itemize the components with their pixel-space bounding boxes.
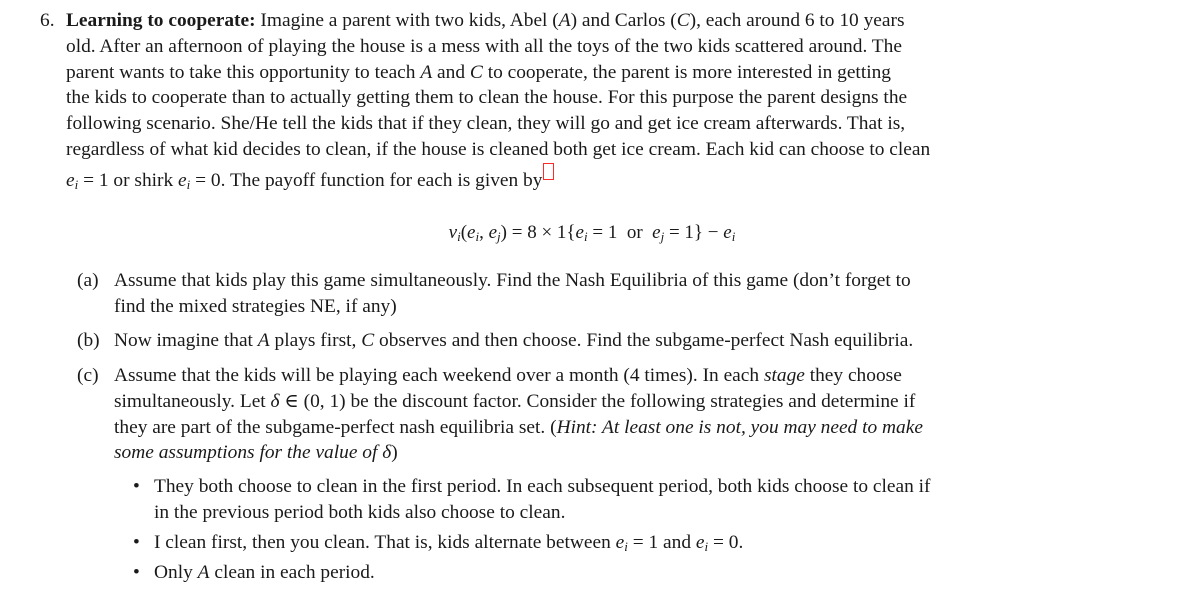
statement-line-5: following scenario. She/He tell the kids that if they clean, they will go and get ice cream afterwards. That is, <box>66 113 906 135</box>
problem-title: Learning to cooperate: <box>66 10 256 31</box>
part-c-line-1: Assume that the kids will be playing each weekend over a month (4 times). In each stage they choose <box>114 365 902 386</box>
part-c-line-4: some assumptions for the value of δ) <box>114 442 398 464</box>
bullet-1-line-2: in the previous period both kids also choose to clean. <box>154 501 566 523</box>
bullet-dot-icon: • <box>133 476 140 497</box>
part-a-label: (a) <box>77 270 99 291</box>
statement-line-6: regardless of what kid decides to clean, if the house is cleaned both get ice cream. Each kid can choose to clean <box>66 138 931 160</box>
strategy-bullet-3 <box>133 560 1118 586</box>
statement-text-7: $e_i = 1$ or shirk $e_i = 0$. The payoff function for each is given by <box>66 169 543 192</box>
statement-line-1 <box>66 8 1115 34</box>
bullet-dot-icon: • <box>133 532 140 553</box>
part-a-line-1: Assume that kids play this game simultaneously. Find the Nash Equilibria of this game (don’t forget to <box>114 270 911 291</box>
statement-line-2: old. After an afternoon of playing the house is a mess with all the toys of the two kids scattered around. The <box>66 35 902 57</box>
part-c-label: (c) <box>77 365 99 386</box>
strategy-bullet-2 <box>133 530 1118 556</box>
part-b-label: (b) <box>77 330 100 351</box>
part-a <box>77 268 1117 320</box>
statement-line-7 <box>66 163 1115 194</box>
part-c-line-3: they are part of the subgame-perfect nash equilibria set. (Hint: At least one is not, you may need to make <box>114 416 923 438</box>
bullet-3-line-1: Only A clean in each period. <box>154 562 375 583</box>
problem-6 <box>40 8 1115 194</box>
statement-line-3: parent wants to take this opportunity to teach A and C to cooperate, the parent is more interested in getting <box>66 61 891 83</box>
footnote-marker[interactable] <box>543 163 554 180</box>
bullet-1-line-1: They both choose to clean in the first period. In each subsequent period, both kids choose to clean if <box>154 476 931 497</box>
part-b <box>77 328 1117 354</box>
bullet-dot-icon: • <box>133 562 140 583</box>
problem-statement <box>66 8 1115 194</box>
bullet-2-line-1: I clean first, then you clean. That is, kids alternate between $e_i = 1$ and $e_i = 0$. <box>154 532 744 554</box>
strategy-bullet-1 <box>133 474 1118 526</box>
part-a-line-2: find the mixed strategies NE, if any) <box>114 295 397 317</box>
payoff-equation: $v_i(e_i$, $e_j) = 8 \times 1\{e_i = 1$ or $e_j = 1\} - e_i$ <box>448 222 736 244</box>
statement-text-1: Imagine a parent with two kids, Abel (A) and Carlos (C), each around 6 to 10 years <box>260 10 905 31</box>
part-c <box>77 363 1117 466</box>
problem-number: 6. <box>40 10 55 31</box>
part-b-line-1: Now imagine that A plays first, C observes and then choose. Find the subgame-perfect Nash equilibria. <box>114 330 914 351</box>
statement-line-4: the kids to cooperate than to actually getting them to clean the house. For this purpose the parent designs the <box>66 87 908 109</box>
part-c-line-2: simultaneously. Let δ ∈ (0, 1) be the discount factor. Consider the following strategies and determine if <box>114 390 916 412</box>
